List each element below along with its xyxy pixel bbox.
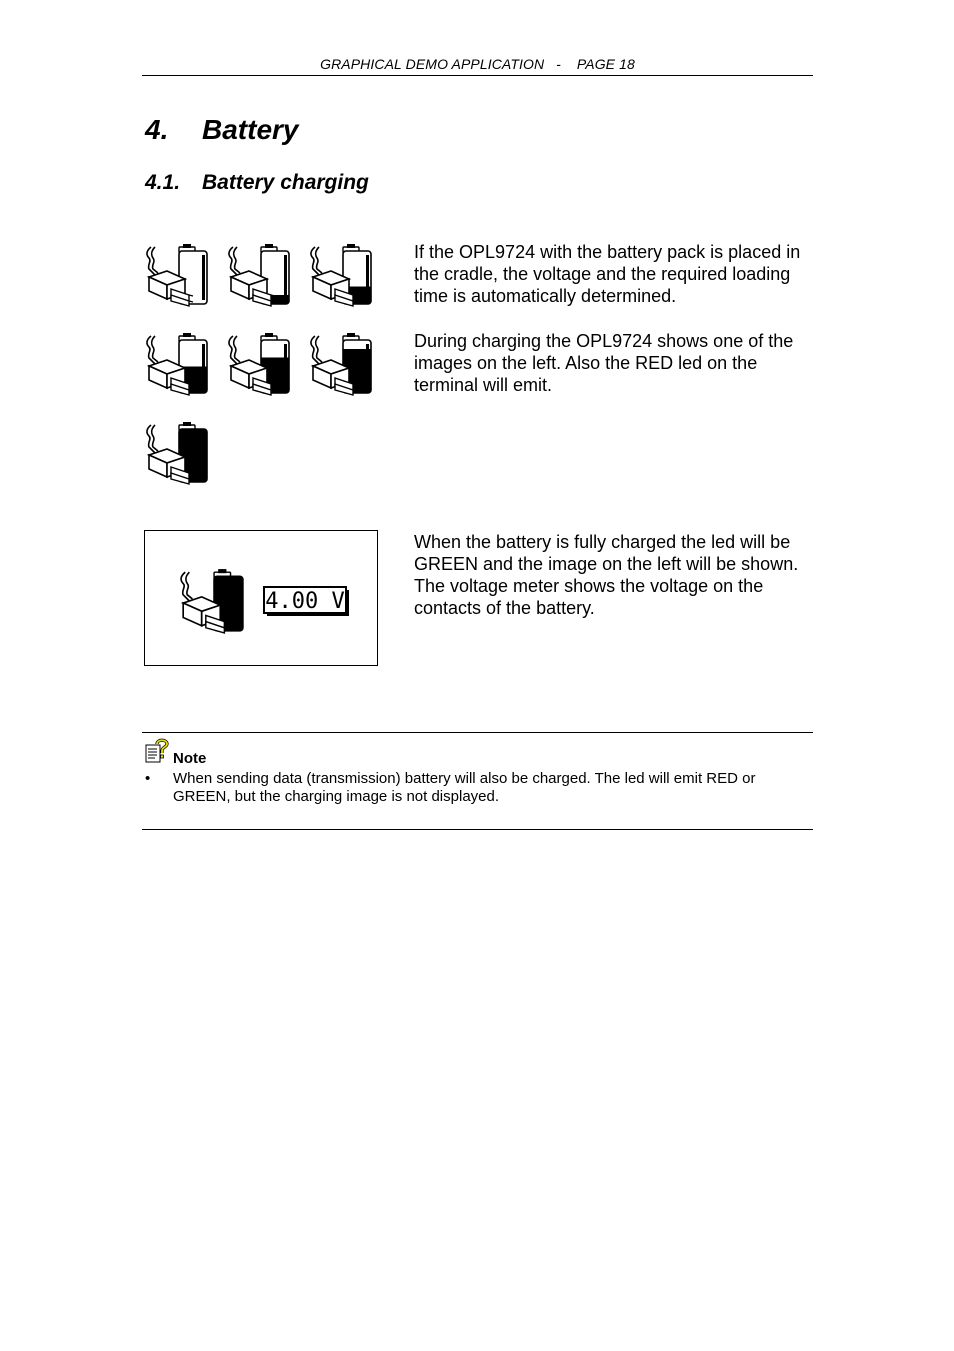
voltage-readout: 4.00 V — [265, 589, 345, 614]
charging-battery-icon — [143, 241, 211, 309]
note-title: Note — [173, 750, 207, 767]
charging-battery-icon — [307, 241, 375, 309]
subsection-title: Battery charging — [202, 171, 369, 194]
terminal-display — [144, 530, 378, 666]
note-text: When sending data (transmission) battery will also be charged. The led will emit RED or GREEN, but the charging image is not displayed. — [173, 770, 756, 805]
paragraph-fully-charged: When the battery is fully charged the led will be GREEN and the image on the left will be shown. The voltage meter shows the voltage on the contacts of the battery. — [414, 532, 799, 618]
full-battery-icon — [177, 566, 247, 636]
subsection-heading — [145, 171, 369, 195]
note-icon — [145, 738, 169, 764]
note-bottom-rule — [142, 829, 813, 830]
section-number: 4. — [145, 114, 169, 145]
paragraph-charging: During charging the OPL9724 shows one of the images on the left. Also the RED led on the terminal will emit. — [414, 331, 794, 395]
charging-battery-icon — [143, 330, 211, 398]
header-text: GRAPHICAL DEMO APPLICATION - PAGE 18 — [320, 56, 635, 72]
note-bullet: • — [145, 770, 151, 787]
charging-battery-icon — [307, 330, 375, 398]
section-title: Battery — [202, 114, 299, 145]
charging-battery-icon — [143, 419, 211, 487]
charging-battery-icon — [225, 241, 293, 309]
header-rule — [142, 75, 813, 76]
note-top-rule — [142, 732, 813, 733]
paragraph-auto-detect: If the OPL9724 with the battery pack is placed in the cradle, the voltage and the required loading time is automatically determined. — [414, 242, 801, 306]
subsection-number: 4.1. — [145, 171, 181, 194]
charging-battery-icon — [225, 330, 293, 398]
voltage-meter — [263, 586, 351, 618]
section-heading — [145, 114, 298, 146]
